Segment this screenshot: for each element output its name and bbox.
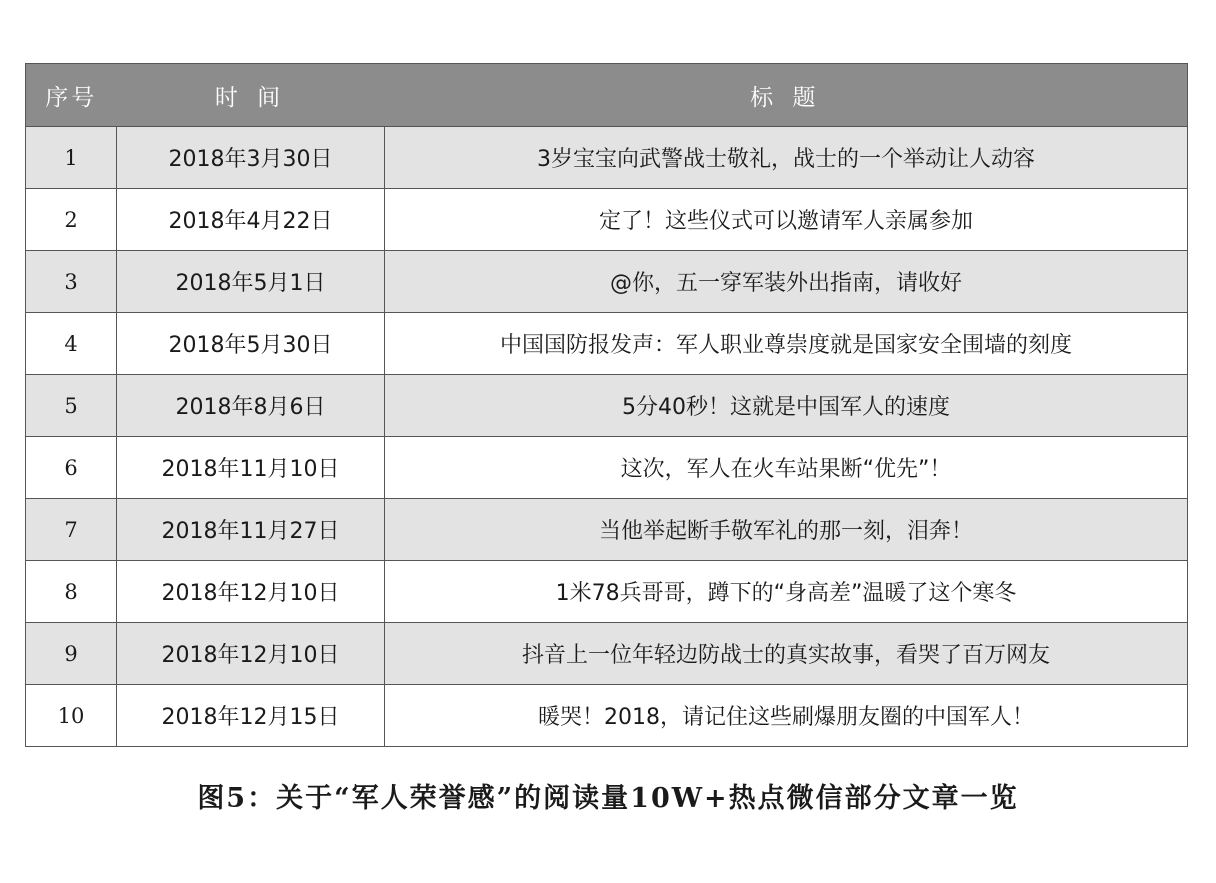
row-index: 8: [26, 561, 117, 623]
row-title: 抖音上一位年轻边防战士的真实故事，看哭了百万网友: [385, 623, 1188, 685]
table-row: [26, 313, 1188, 375]
row-index: 3: [26, 251, 117, 313]
table-row: [26, 685, 1188, 747]
row-date: 2018年3月30日: [117, 127, 385, 189]
table-row: [26, 561, 1188, 623]
row-title: 5分40秒！这就是中国军人的速度: [385, 375, 1188, 437]
row-title: @你，五一穿军装外出指南，请收好: [385, 251, 1188, 313]
row-index: 10: [26, 685, 117, 747]
figure-caption: 图5：关于“军人荣誉感”的阅读量10W+热点微信部分文章一览: [197, 783, 1019, 814]
table-row: [26, 499, 1188, 561]
article-table: [25, 63, 1188, 747]
row-date: 2018年5月30日: [117, 313, 385, 375]
table-row: [26, 623, 1188, 685]
row-index: 1: [26, 127, 117, 189]
row-index: 5: [26, 375, 117, 437]
row-title: 这次，军人在火车站果断“优先”！: [385, 437, 1188, 499]
row-title: 1米78兵哥哥，蹲下的“身高差”温暖了这个寒冬: [385, 561, 1188, 623]
table-row: [26, 189, 1188, 251]
header-date: 时 间: [117, 64, 385, 127]
row-index: 7: [26, 499, 117, 561]
table-header: [26, 64, 1188, 127]
table-row: [26, 375, 1188, 437]
row-date: 2018年8月6日: [117, 375, 385, 437]
table-row: [26, 437, 1188, 499]
table-body: [26, 127, 1188, 747]
row-title: 定了！这些仪式可以邀请军人亲属参加: [385, 189, 1188, 251]
row-date: 2018年12月15日: [117, 685, 385, 747]
row-title: 当他举起断手敬军礼的那一刻，泪奔！: [385, 499, 1188, 561]
row-title: 暖哭！2018，请记住这些刷爆朋友圈的中国军人！: [385, 685, 1188, 747]
row-title: 中国国防报发声：军人职业尊崇度就是国家安全围墙的刻度: [385, 313, 1188, 375]
header-title: 标 题: [385, 64, 1188, 127]
row-index: 6: [26, 437, 117, 499]
row-title: 3岁宝宝向武警战士敬礼，战士的一个举动让人动容: [385, 127, 1188, 189]
row-index: 2: [26, 189, 117, 251]
row-date: 2018年11月10日: [117, 437, 385, 499]
table-row: [26, 127, 1188, 189]
row-date: 2018年11月27日: [117, 499, 385, 561]
row-date: 2018年12月10日: [117, 561, 385, 623]
table-row: [26, 251, 1188, 313]
row-index: 9: [26, 623, 117, 685]
row-date: 2018年4月22日: [117, 189, 385, 251]
row-date: 2018年5月1日: [117, 251, 385, 313]
row-index: 4: [26, 313, 117, 375]
article-table-container: [25, 63, 1187, 747]
header-row: [26, 64, 1188, 127]
row-date: 2018年12月10日: [117, 623, 385, 685]
header-index: 序号: [26, 64, 117, 127]
